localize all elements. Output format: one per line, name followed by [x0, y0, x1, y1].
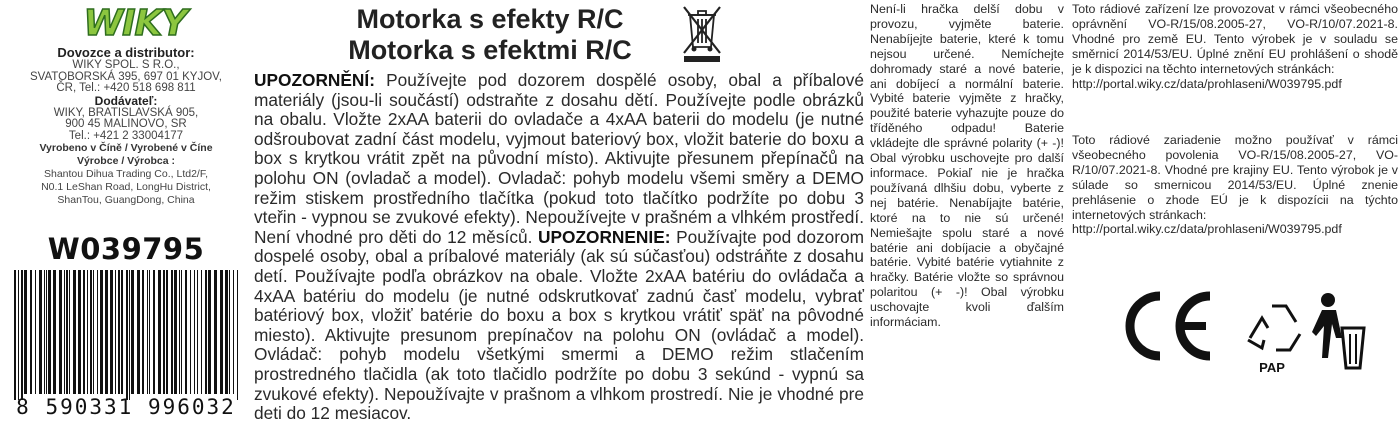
- manufacturer-line: ShanTou, GuangDong, China: [57, 194, 195, 206]
- manufacturer-line: N0.1 LeShan Road, LongHu District,: [41, 181, 211, 193]
- barcode-bar: [174, 270, 177, 394]
- barcode-bar: [97, 270, 98, 394]
- certification-marks: [1110, 278, 1370, 378]
- barcode-bar: [115, 270, 116, 394]
- barcode-bar: [181, 270, 182, 394]
- warning-text-sk: Používajte pod dozorom dospelé osoby, obal a príbalové materiály (ak sú súčasťou) odstráňte z dosahu detí. Používajte podľa obrázkov na obale. Vložte 2xAA batériu do ovládača a 4xAA batériu do modelu (je nutné odskrutkovať zadnú časť modelu, vybrať batériový box, vložiť batérie do boxu a box s krytkou vrátiť späť na pôvodné miesto). Aktivujte presunom prepínačov na polohu ON (ovládač a model). Ovládač: pohyb modelu všetkými smermi a DEMO režim stlačením prostredného tlačidla (ak toto tlačidlo podržíte po dobu 3 sekúnd - vypnú sa zvukové efekty). Nepoužívajte v prašnom a vlhkom prostredí. Nie je vhodné pre deti do 12 mesiacov.: [254, 226, 864, 424]
- warning-label-sk: UPOZORNENIE:: [538, 226, 671, 247]
- barcode-bar: [185, 270, 187, 394]
- barcode-bar: [166, 270, 168, 394]
- weee-bin-icon: [680, 3, 724, 65]
- declaration-sk-text: Toto rádiové zariadenie možno používať v rámci všeobecného povolenia VO-R/15/08.2005-27, VO-R/10/07.2021-8. Vhodné pre krajiny EU. Tento výrobok je v súlade so smernicou 2014/53/EU. Úplné znenie prehlásenie o zhode EÚ je k dispozícii na týchto internetových stránkach:: [1072, 133, 1398, 222]
- barcode-image: [12, 270, 244, 400]
- barcode-bar: [201, 270, 202, 394]
- barcode-bar: [73, 270, 76, 394]
- origin-text: Vyrobeno v Číně / Vyrobené v Číne: [39, 142, 213, 154]
- barcode-bar: [214, 270, 217, 394]
- barcode-bar: [147, 270, 148, 394]
- product-title: [300, 4, 680, 66]
- declaration-cz-url: http://portal.wiky.cz/data/prohlaseni/W039795.pdf: [1072, 76, 1342, 91]
- barcode-bar: [171, 270, 173, 394]
- barcode-bar: [110, 270, 113, 394]
- declaration-cz-text: Toto rádiové zařízení lze provozovat v rámci všeobecného oprávnění VO-R/15/08.2005-27, VO-R/10/07.2021-8. Vhodné pro země EU. Tento výrobek je v souladu se směrnicí 2014/53/EU. Úplné znění EU prohlášení o shodě je k dispozici na těchto internetových stránkách:: [1072, 2, 1398, 76]
- barcode-bar: [90, 270, 92, 394]
- barcode-bar: [179, 270, 180, 394]
- declaration-cz: [1072, 2, 1398, 91]
- barcode-bar: [44, 270, 45, 394]
- importer-heading: Dovozce a distributor:: [57, 45, 195, 60]
- barcode-bar: [83, 270, 85, 394]
- barcode-bar: [66, 270, 68, 394]
- barcode-bar: [197, 270, 198, 394]
- barcode-bar: [59, 270, 62, 394]
- barcode-bar: [208, 270, 211, 394]
- barcode-bar: [225, 270, 228, 394]
- barcode-bar: [78, 270, 81, 394]
- product-code: W039795: [47, 232, 205, 266]
- barcode-bar: [53, 270, 56, 394]
- supplier-line: Tel.: +421 2 33004177: [68, 129, 184, 142]
- manufacturer-heading: Výrobce / Výrobca :: [76, 155, 176, 167]
- ce-mark-icon: [1130, 296, 1210, 356]
- barcode-bar: [142, 270, 144, 394]
- battery-notice: Není-li hračka delší dobu v provozu, vyjměte baterie. Nenabíjejte baterie, které k tomu nejsou určené. Nemíchejte dohromady staré a nové baterie, ani dobíjecí a normální baterie. Vybité baterie vyjměte z hračky, použité baterie vyhazujte pouze do tříděného odpadu! Baterie vkládejte dle správné polarity (+ -)! Obal výrobku uschovejte pro další informace. Pokiaľ nie je hračka používaná dlhšiu dobu, vyberte z nej batérie. Nenabíjajte batérie, ktoré na to nie sú určené! Nemiešajte spolu staré a nové batérie ani dobíjacie a obyčajné batérie. Vybité batérie vytiahnite z hračky. Batérie vložte so správnou polaritou (+ -)! Obal výrobku uschovajte kvoli ďalším informáciam.: [870, 2, 1064, 330]
- barcode-bar: [21, 270, 23, 400]
- supplier-line: 900 45 MALINOVO, SR: [65, 118, 187, 130]
- barcode-bar: [87, 270, 88, 394]
- barcode-bar: [24, 270, 27, 394]
- barcode-bar: [149, 270, 150, 394]
- barcode-bar: [126, 270, 128, 400]
- declaration-sk: [1072, 133, 1398, 237]
- barcode-bar: [121, 270, 123, 394]
- barcode-bar: [46, 270, 47, 394]
- barcode-bar: [153, 270, 155, 394]
- barcode-bar: [30, 270, 32, 394]
- barcode-bar: [35, 270, 36, 394]
- declaration-sk-url: http://portal.wiky.cz/data/prohlaseni/W039795.pdf: [1072, 222, 1342, 237]
- recycle-label: PAP: [1259, 360, 1285, 375]
- barcode-bar: [158, 270, 161, 394]
- barcode-bar: [93, 270, 94, 394]
- barcode-bar: [105, 270, 108, 394]
- tidyman-icon: [1312, 293, 1364, 368]
- company-info: [0, 46, 252, 207]
- supplier-heading: Dodávateľ:: [94, 93, 158, 108]
- barcode-bar: [100, 270, 103, 394]
- barcode-bar: [39, 270, 42, 394]
- title-cz: Motorka s efekty R/C: [356, 4, 624, 34]
- barcode-bar: [137, 270, 140, 394]
- barcode-bar: [229, 270, 230, 394]
- barcode-bar: [48, 270, 51, 394]
- barcode-bar: [190, 270, 191, 394]
- barcode-bar: [194, 270, 195, 394]
- importer-line: SVATOBORSKÁ 395, 697 01 KYJOV,: [30, 70, 222, 83]
- importer-line: WIKY SPOL. S R.O.,: [72, 59, 180, 71]
- barcode-bar: [131, 270, 134, 394]
- barcode-bar: [64, 270, 65, 394]
- barcode-bar: [205, 270, 207, 394]
- barcode-bar: [129, 270, 130, 400]
- importer-line: ČR, Tel.: +420 518 698 811: [56, 82, 196, 94]
- warning-text-cz: Používejte pod dozorem dospělé osoby, obal a příbalové materiály (jsou-li součástí) odstraňte z dosahu dětí. Používejte podle obrázků na obalu. Vložte 2xAA baterii do ovladače a 4xAA baterii do modelu (je nutné odšroubovat zadní část modelu, vyjmout bateriový box, vložit baterie do boxu a box s krytkou vrátit zpět na původní místo). Aktivujte přesunem přepínačů na polohu ON (ovladač a model). Ovladač: pohyb modelu všemi směry a DEMO režim stiskem prostředního tlačítka (pokud toto tlačítko podržíte po dobu 3 vteřin - vypnou se zvukové efekty). Nepoužívejte v prašném a vlhkém prostředí. Není vhodné pro děti do 12 měsíců.: [254, 70, 864, 247]
- title-sk: Motorka s efektmi R/C: [348, 35, 632, 65]
- wiky-logo: [60, 4, 210, 44]
- barcode-bar: [118, 270, 120, 394]
- warning-label-cz: UPOZORNĚNÍ:: [254, 70, 375, 90]
- barcode-bar: [163, 270, 165, 394]
- supplier-line: WIKY, BRATISLAVSKÁ 905,: [53, 106, 199, 119]
- barcode-bar: [237, 270, 238, 400]
- barcode-bar: [14, 270, 16, 400]
- warning-text: [254, 71, 864, 424]
- manufacturer-line: Shantou Dihua Trading Co., Ltd2/F,: [43, 168, 209, 180]
- barcode-bar: [233, 270, 234, 394]
- barcode-bar: [220, 270, 223, 394]
- barcode-bar: [18, 270, 19, 400]
- recycle-icon: [1248, 306, 1300, 350]
- barcode-digits: 8 590331 996032: [16, 395, 236, 419]
- logo-text: WIKY: [83, 3, 187, 44]
- barcode-bar: [69, 270, 70, 394]
